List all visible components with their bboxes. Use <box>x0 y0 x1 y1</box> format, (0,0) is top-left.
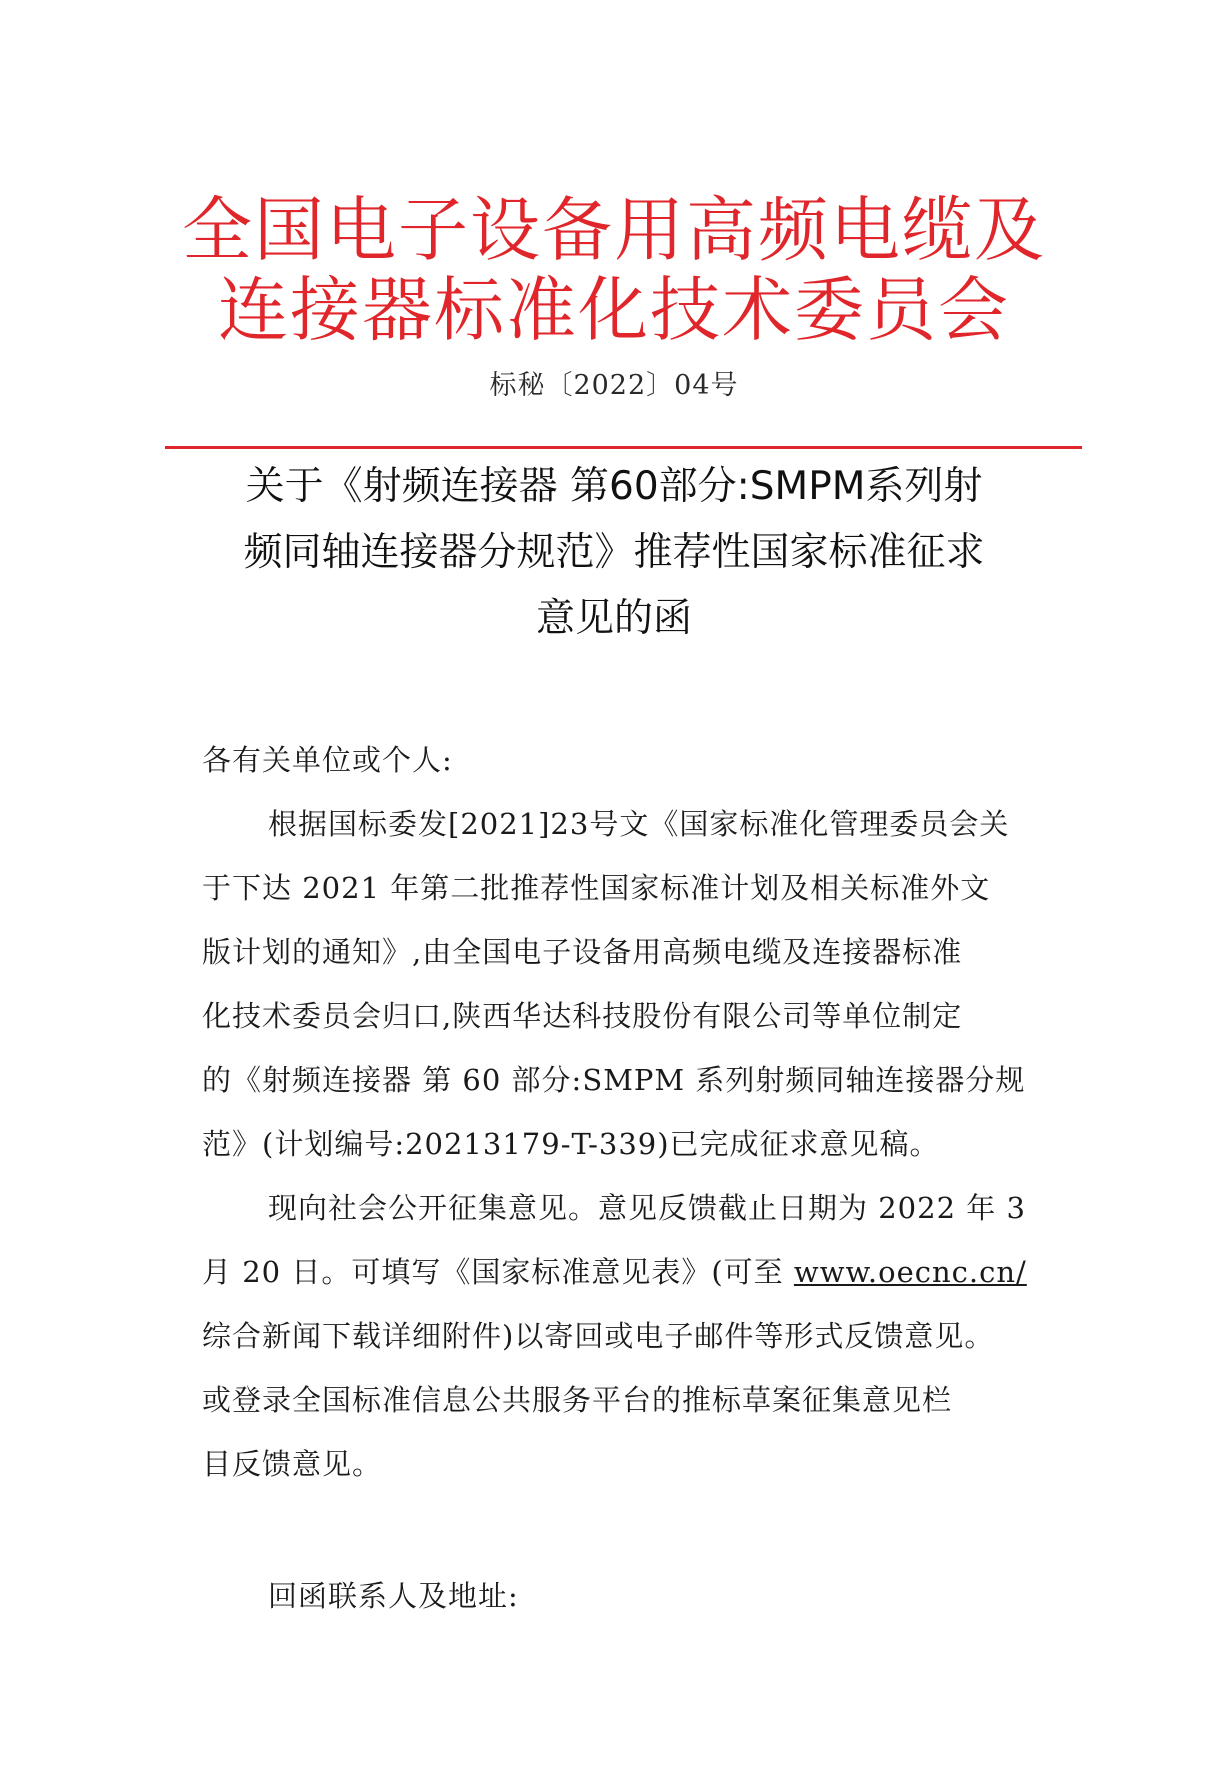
paragraph-2-line-2-text: 月 20 日。可填写《国家标准意见表》(可至 <box>202 1255 794 1289</box>
paragraph-2-line-1: 现向社会公开征集意见。意见反馈截止日期为 2022 年 3 <box>268 1191 1026 1225</box>
document-title-line-3: 意见的函 <box>535 596 692 641</box>
salutation: 各有关单位或个人: <box>202 743 453 777</box>
paragraph-2-line-5: 目反馈意见。 <box>202 1447 383 1481</box>
document-number: 标秘〔2022〕04号 <box>489 370 739 401</box>
paragraph-1-line-5: 的《射频连接器 第 60 部分:SMPM 系列射频同轴连接器分规 <box>202 1063 1026 1097</box>
contact-heading: 回函联系人及地址: <box>268 1579 519 1613</box>
paragraph-1-line-2: 于下达 2021 年第二批推荐性国家标准计划及相关标准外文 <box>202 871 991 905</box>
issuing-organization-line-1: 全国电子设备用高频电缆及 <box>182 189 1046 271</box>
paragraph-1-line-4: 化技术委员会归口,陕西华达科技股份有限公司等单位制定 <box>202 999 963 1033</box>
paragraph-2-line-4: 或登录全国标准信息公共服务平台的推标草案征集意见栏 <box>202 1383 953 1417</box>
paragraph-1-line-6: 范》(计划编号:20213179-T-339)已完成征求意见稿。 <box>202 1127 940 1161</box>
website-link[interactable]: www.oecnc.cn/ <box>793 1255 1027 1289</box>
issuing-organization-line-2: 连接器标准化技术委员会 <box>218 269 1010 351</box>
paragraph-1-line-1: 根据国标委发[2021]23号文《国家标准化管理委员会关 <box>268 807 1010 841</box>
paragraph-2-line-3: 综合新闻下载详细附件)以寄回或电子邮件等形式反馈意见。 <box>202 1319 995 1353</box>
document-title-line-1: 关于《射频连接器 第60部分:SMPM系列射 <box>245 464 983 509</box>
red-header-divider <box>165 446 1082 449</box>
document-title-line-2: 频同轴连接器分规范》推荐性国家标准征求 <box>243 530 985 575</box>
paragraph-2-line-2 <box>202 1252 1072 1292</box>
paragraph-1-line-3: 版计划的通知》,由全国电子设备用高频电缆及连接器标准 <box>202 935 963 969</box>
